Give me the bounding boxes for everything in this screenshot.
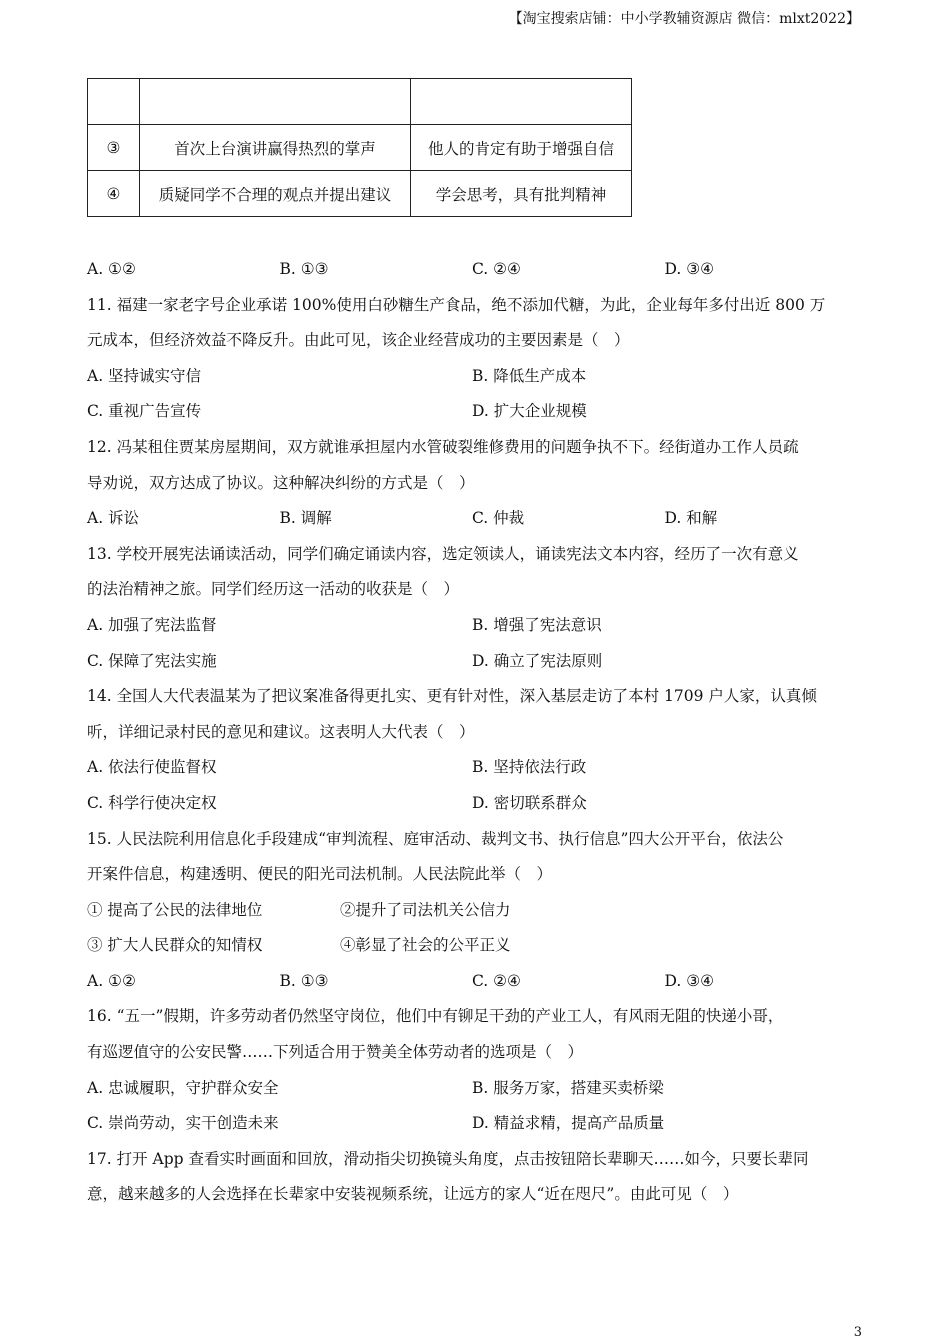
options-row <box>87 394 857 430</box>
option-d: D. 和解 <box>664 509 718 528</box>
statement-2: ②提升了司法机关公信力 <box>340 900 511 919</box>
table-cell: ③ <box>88 125 140 171</box>
option-c: C. 科学行使决定权 <box>87 793 217 812</box>
question-17 <box>87 1142 857 1213</box>
statement-4: ④彰显了社会的公平正义 <box>340 936 511 955</box>
table-cell <box>88 79 140 125</box>
table-row <box>88 171 632 217</box>
question-text: 16. “五一”假期，许多劳动者仍然坚守岗位，他们中有铆足干劲的产业工人，有风雨无阻的快递小哥， <box>87 1007 784 1026</box>
question-list <box>87 252 857 1213</box>
option-b: B. ①③ <box>279 971 329 990</box>
option-a: A. ①② <box>87 260 136 278</box>
option-b: B. 服务万家，搭建买卖桥梁 <box>472 1078 664 1097</box>
question-12 <box>87 430 857 537</box>
question-text: 开案件信息，构建透明、便民的阳光司法机制。人民法院此举（ ） <box>87 865 553 884</box>
options-row <box>87 608 857 644</box>
option-c: C. 重视广告宣传 <box>87 402 202 421</box>
option-d: D. 精益求精，提高产品质量 <box>472 1114 665 1133</box>
option-b: B. 增强了宪法意识 <box>472 615 602 634</box>
option-b: B. 降低生产成本 <box>472 366 587 385</box>
option-c: C. 崇尚劳动，实干创造未来 <box>87 1114 279 1133</box>
option-c: C. 保障了宪法实施 <box>87 651 217 670</box>
table-cell: 首次上台演讲赢得热烈的掌声 <box>140 125 411 171</box>
options-row <box>87 1106 857 1142</box>
page-number: 3 <box>853 1325 862 1340</box>
question-text: 听，详细记录村民的意见和建议。这表明人大代表（ ） <box>87 722 475 741</box>
page-header: 【淘宝搜索店铺：中小学教辅资源店 微信：mlxt2022】 <box>508 11 860 27</box>
question-13 <box>87 537 857 679</box>
option-d: D. 确立了宪法原则 <box>472 651 603 670</box>
options-row <box>87 750 857 786</box>
option-c: C. 仲裁 <box>472 509 525 528</box>
comparison-table <box>87 78 632 217</box>
table-row <box>88 125 632 171</box>
question-text: 意，越来越多的人会选择在长辈家中安装视频系统，让远方的家人“近在咫尺”。由此可见（ ） <box>87 1185 739 1204</box>
option-b: B. 调解 <box>279 509 332 528</box>
question-11 <box>87 288 857 430</box>
statement-3: ③ 扩大人民群众的知情权 <box>87 936 263 955</box>
options-row <box>87 786 857 822</box>
option-c: C. ②④ <box>472 260 521 278</box>
statements-row <box>87 928 857 964</box>
table-cell: 学会思考，具有批判精神 <box>411 171 632 217</box>
question-text: 12. 冯某租住贾某房屋期间，双方就谁承担屋内水管破裂维修费用的问题争执不下。经街道办工作人员疏 <box>87 437 799 456</box>
question-text: 的法治精神之旅。同学们经历这一活动的收获是（ ） <box>87 580 460 599</box>
option-a: A. ①② <box>87 971 136 990</box>
option-d: D. 扩大企业规模 <box>472 402 587 421</box>
question-16 <box>87 999 857 1141</box>
option-a: A. 忠诚履职，守护群众安全 <box>87 1078 279 1097</box>
options-row <box>87 1071 857 1107</box>
option-d: D. ③④ <box>664 971 715 990</box>
option-b: B. 坚持依法行政 <box>472 758 587 777</box>
options-row <box>87 644 857 680</box>
question-text: 11. 福建一家老字号企业承诺 100%使用白砂糖生产食品，绝不添加代糖，为此，企业每年多付出近 800 万 <box>87 295 826 314</box>
question-text: 15. 人民法院利用信息化手段建成“审判流程、庭审活动、裁判文书、执行信息”四大公开平台，依法公 <box>87 829 784 848</box>
question-15 <box>87 822 857 1000</box>
question-14 <box>87 679 857 821</box>
table-cell: 质疑同学不合理的观点并提出建议 <box>140 171 411 217</box>
option-c: C. ②④ <box>472 971 521 990</box>
q10-options <box>87 252 857 288</box>
option-a: A. 坚持诚实守信 <box>87 366 202 385</box>
option-a: A. 加强了宪法监督 <box>87 615 217 634</box>
table-row <box>88 79 632 125</box>
question-text: 有巡逻值守的公安民警……下列适合用于赞美全体劳动者的选项是（ ） <box>87 1043 584 1062</box>
question-text: 14. 全国人大代表温某为了把议案准备得更扎实、更有针对性，深入基层走访了本村 1709 户人家，认真倾 <box>87 687 817 706</box>
option-d: D. ③④ <box>664 260 715 278</box>
option-a: A. 诉讼 <box>87 509 140 528</box>
option-d: D. 密切联系群众 <box>472 793 587 812</box>
option-b: B. ①③ <box>279 260 329 278</box>
options-row <box>87 359 857 395</box>
table-cell <box>411 79 632 125</box>
table-cell <box>140 79 411 125</box>
question-text: 导劝说，双方达成了协议。这种解决纠纷的方式是（ ） <box>87 473 475 492</box>
option-a: A. 依法行使监督权 <box>87 758 217 777</box>
question-text: 13. 学校开展宪法诵读活动，同学们确定诵读内容，选定领读人，诵读宪法文本内容，经历了一次有意义 <box>87 544 799 563</box>
options-row <box>87 964 857 1000</box>
question-text: 元成本，但经济效益不降反升。由此可见，该企业经营成功的主要因素是（ ） <box>87 331 630 350</box>
table-cell: 他人的肯定有助于增强自信 <box>411 125 632 171</box>
statements-row <box>87 893 857 929</box>
statement-1: ① 提高了公民的法律地位 <box>87 900 263 919</box>
question-text: 17. 打开 App 查看实时画面和回放，滑动指尖切换镜头角度，点击按钮陪长辈聊天……如今，只要长辈同 <box>87 1149 809 1168</box>
table-cell: ④ <box>88 171 140 217</box>
options-row <box>87 501 857 537</box>
